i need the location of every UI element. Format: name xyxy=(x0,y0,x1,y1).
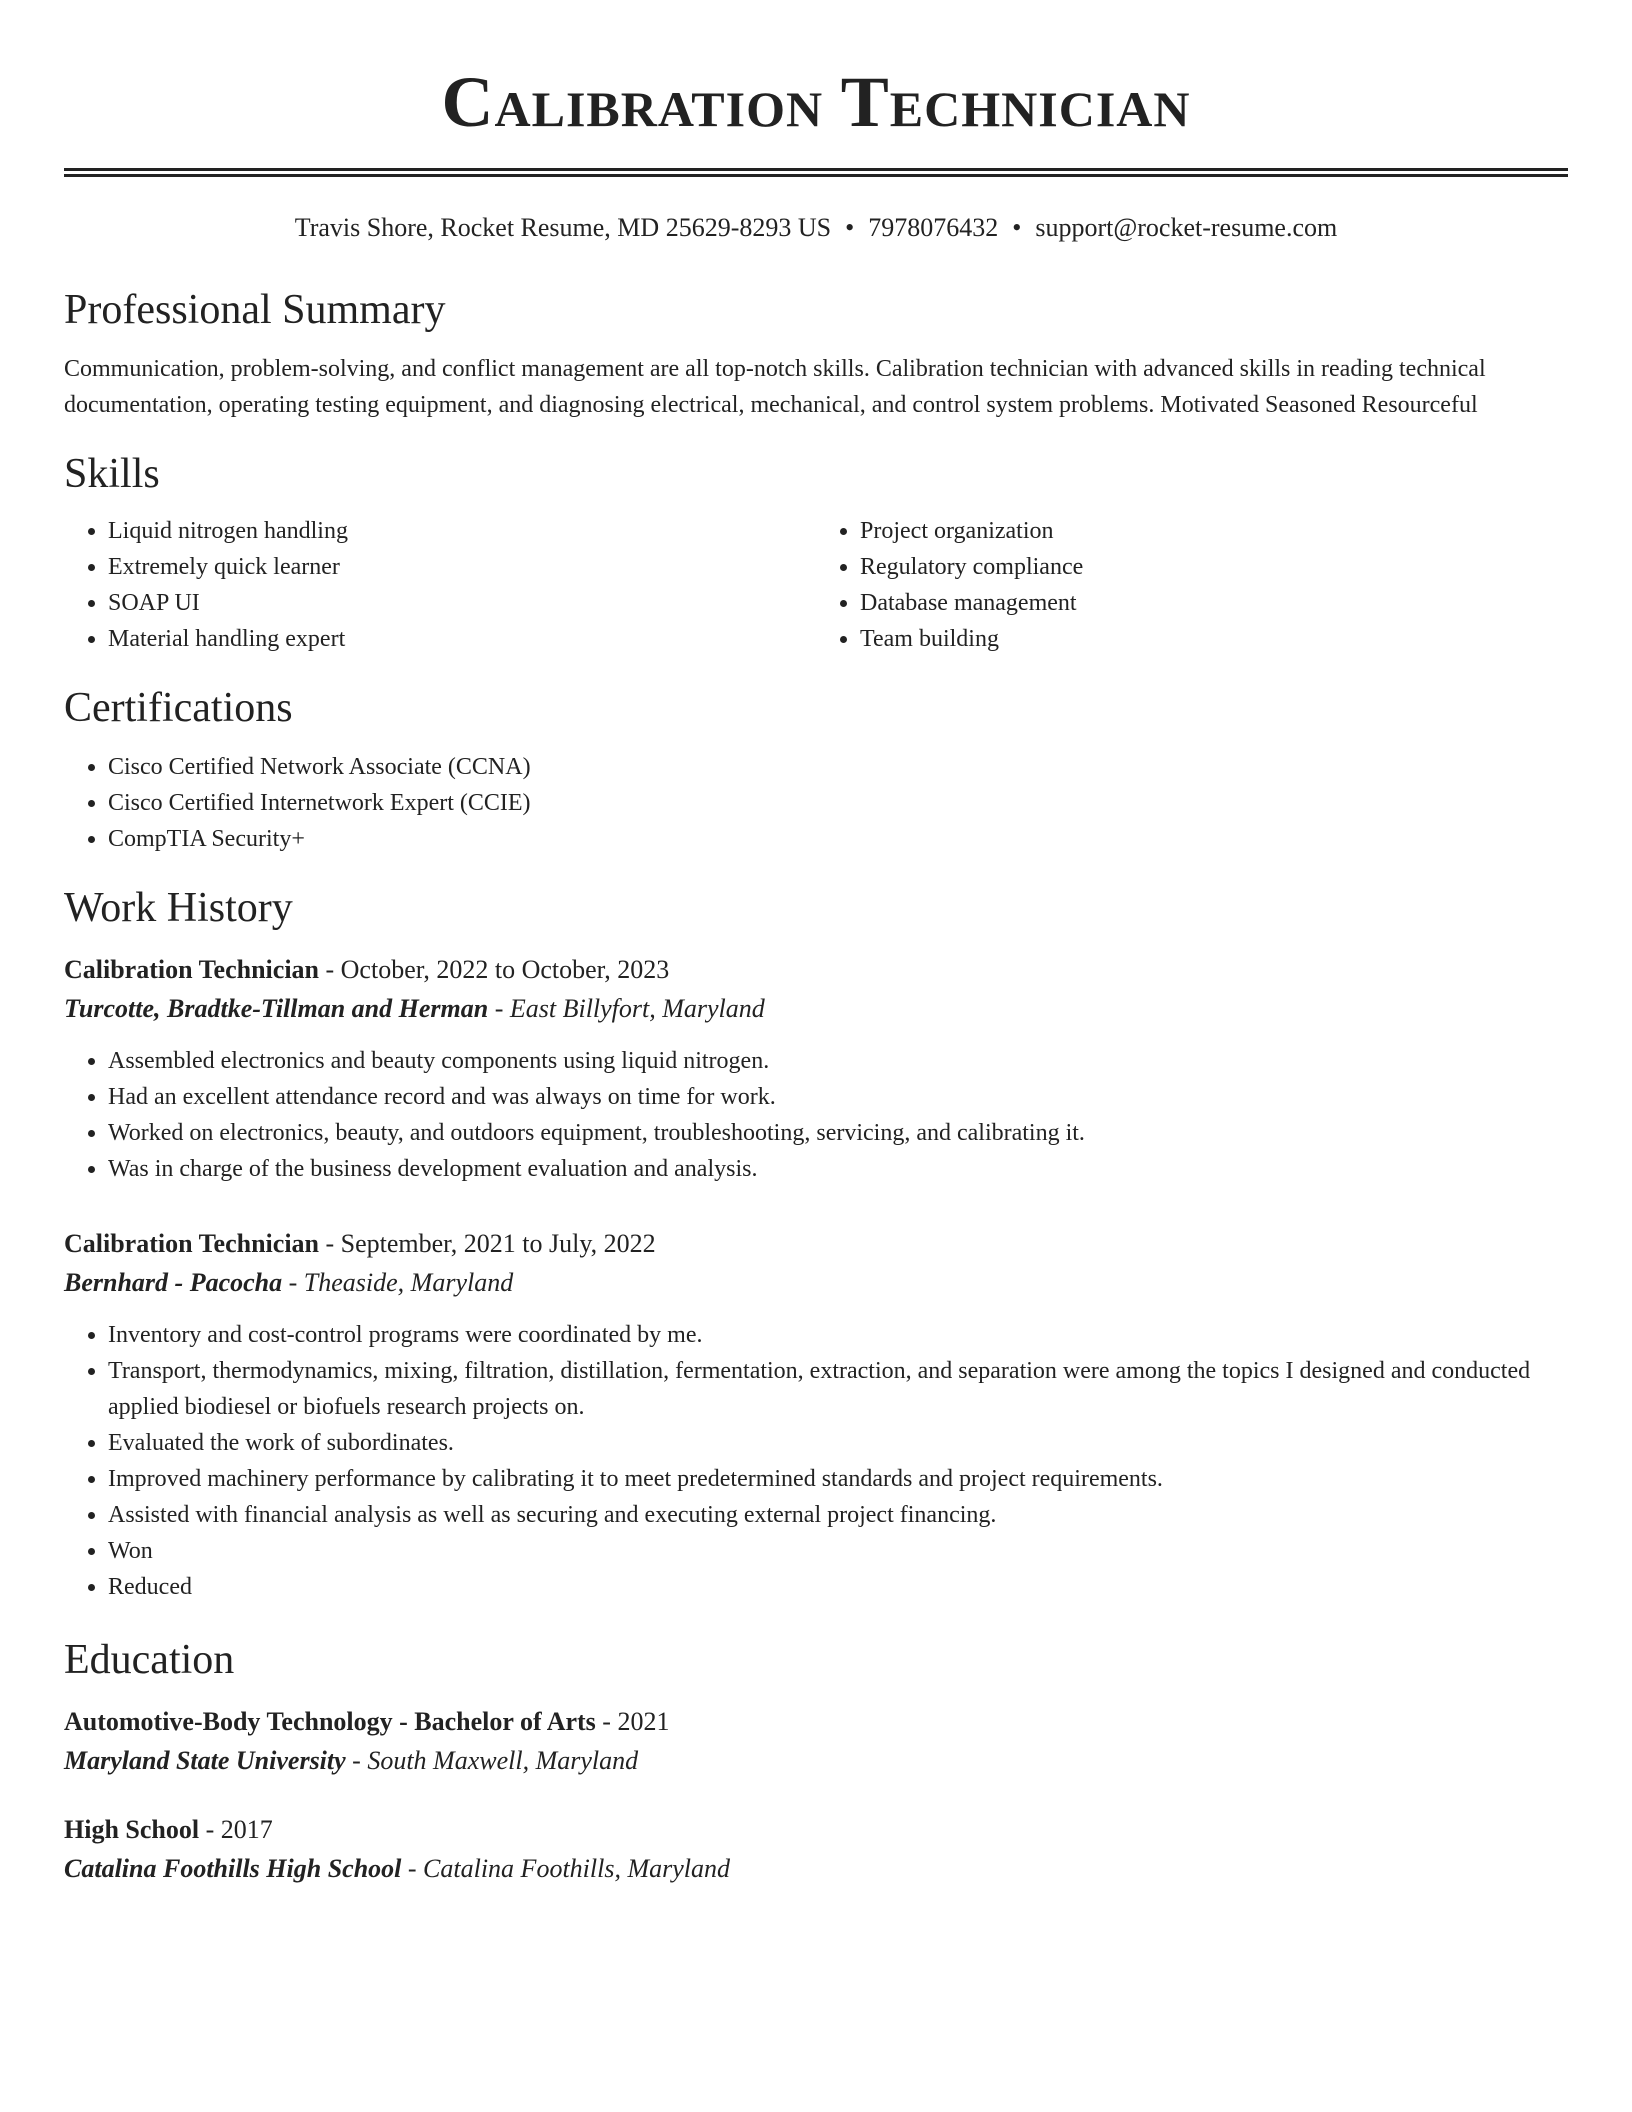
job-company-line xyxy=(64,1263,1568,1303)
job-title-line xyxy=(64,1225,1568,1263)
certification-item: • CompTIA Security+ xyxy=(108,821,1568,857)
job-bullet: • Was in charge of the business development evaluation and analysis. xyxy=(108,1151,1568,1187)
education-location: - Catalina Foothills, Maryland xyxy=(401,1854,730,1883)
education-heading: Education xyxy=(64,1637,235,1683)
job-bullets xyxy=(64,1043,1568,1187)
title-divider xyxy=(64,168,1568,177)
skill-item: • Extremely quick learner xyxy=(108,549,816,585)
education-school: Catalina Foothills High School xyxy=(64,1854,402,1883)
skills-column-1 xyxy=(64,513,816,657)
contact-phone: 7978076432 xyxy=(868,213,999,242)
job-company-line xyxy=(64,989,1568,1029)
job-role: Calibration Technician xyxy=(64,955,319,984)
education-school-line xyxy=(64,1741,1568,1781)
skill-item: • Team building xyxy=(860,621,1568,657)
job-bullet: • Reduced xyxy=(108,1569,1568,1605)
job-bullet: • Inventory and cost-control programs were coordinated by me. xyxy=(108,1317,1568,1353)
certifications-heading: Certifications xyxy=(64,685,293,731)
job-bullets xyxy=(64,1317,1568,1605)
job-company: Turcotte, Bradtke-Tillman and Herman xyxy=(64,994,489,1023)
job-bullet: • Assembled electronics and beauty components using liquid nitrogen. xyxy=(108,1043,1568,1079)
certification-item: • Cisco Certified Network Associate (CCNA) xyxy=(108,749,1568,785)
summary-text: Communication, problem-solving, and conflict management are all top-notch skills. Calibration technician with advanced skills in reading technical documentation, operating testing equipment, and diagnosing electrical, mechanical, and control system problems. Motivated Seasoned Resourceful xyxy=(64,356,1486,418)
job-bullet: • Had an excellent attendance record and was always on time for work. xyxy=(108,1079,1568,1115)
job-location: - East Billyfort, Maryland xyxy=(488,994,765,1023)
education-year: - 2017 xyxy=(199,1815,273,1844)
job-company: Bernhard - Pacocha xyxy=(64,1268,283,1297)
job-title-line xyxy=(64,951,1568,989)
job-entry xyxy=(64,1225,1568,1605)
contact-separator: • xyxy=(1012,213,1022,242)
skill-item: • Database management xyxy=(860,585,1568,621)
job-bullet: • Evaluated the work of subordinates. xyxy=(108,1425,1568,1461)
education-school-line xyxy=(64,1849,1568,1889)
job-dates: - September, 2021 to July, 2022 xyxy=(319,1229,656,1258)
education-entry xyxy=(64,1811,1568,1889)
education-degree: Automotive-Body Technology - Bachelor of Arts xyxy=(64,1707,596,1736)
education-year: - 2021 xyxy=(595,1707,670,1736)
skill-item: • Project organization xyxy=(860,513,1568,549)
job-bullet: • Transport, thermodynamics, mixing, filtration, distillation, fermentation, extraction, and separation were among the topics I designed and conducted applied biodiesel or biofuels research projects on. xyxy=(108,1353,1568,1425)
education-entry xyxy=(64,1703,1568,1781)
skills-heading: Skills xyxy=(64,451,160,497)
contact-separator: • xyxy=(845,213,855,242)
education-degree-line xyxy=(64,1811,1568,1849)
job-bullet: • Worked on electronics, beauty, and outdoors equipment, troubleshooting, servicing, and calibrating it. xyxy=(108,1115,1568,1151)
job-bullet: • Improved machinery performance by calibrating it to meet predetermined standards and project requirements. xyxy=(108,1461,1568,1497)
contact-email: support@rocket-resume.com xyxy=(1035,213,1338,242)
skills-list xyxy=(64,513,1568,657)
certifications-list xyxy=(64,749,1568,857)
education-location: - South Maxwell, Maryland xyxy=(345,1746,639,1775)
work-history-heading: Work History xyxy=(64,885,293,931)
skills-column-2 xyxy=(816,513,1568,657)
job-bullet: • Won xyxy=(108,1533,1568,1569)
summary-heading: Professional Summary xyxy=(64,287,446,333)
contact-line xyxy=(64,211,1568,245)
page-title: Calibration Technician xyxy=(441,62,1191,142)
job-bullet: • Assisted with financial analysis as well as securing and executing external project financing. xyxy=(108,1497,1568,1533)
skill-item: • Material handling expert xyxy=(108,621,816,657)
skill-item: • SOAP UI xyxy=(108,585,816,621)
contact-address: Travis Shore, Rocket Resume, MD 25629-8293 US xyxy=(294,213,832,242)
job-dates: - October, 2022 to October, 2023 xyxy=(319,955,670,984)
skill-item: • Regulatory compliance xyxy=(860,549,1568,585)
education-degree: High School xyxy=(64,1815,200,1844)
education-school: Maryland State University xyxy=(64,1746,346,1775)
job-entry xyxy=(64,951,1568,1187)
certification-item: • Cisco Certified Internetwork Expert (CCIE) xyxy=(108,785,1568,821)
job-role: Calibration Technician xyxy=(64,1229,319,1258)
skill-item: • Liquid nitrogen handling xyxy=(108,513,816,549)
job-location: - Theaside, Maryland xyxy=(282,1268,514,1297)
education-degree-line xyxy=(64,1703,1568,1741)
